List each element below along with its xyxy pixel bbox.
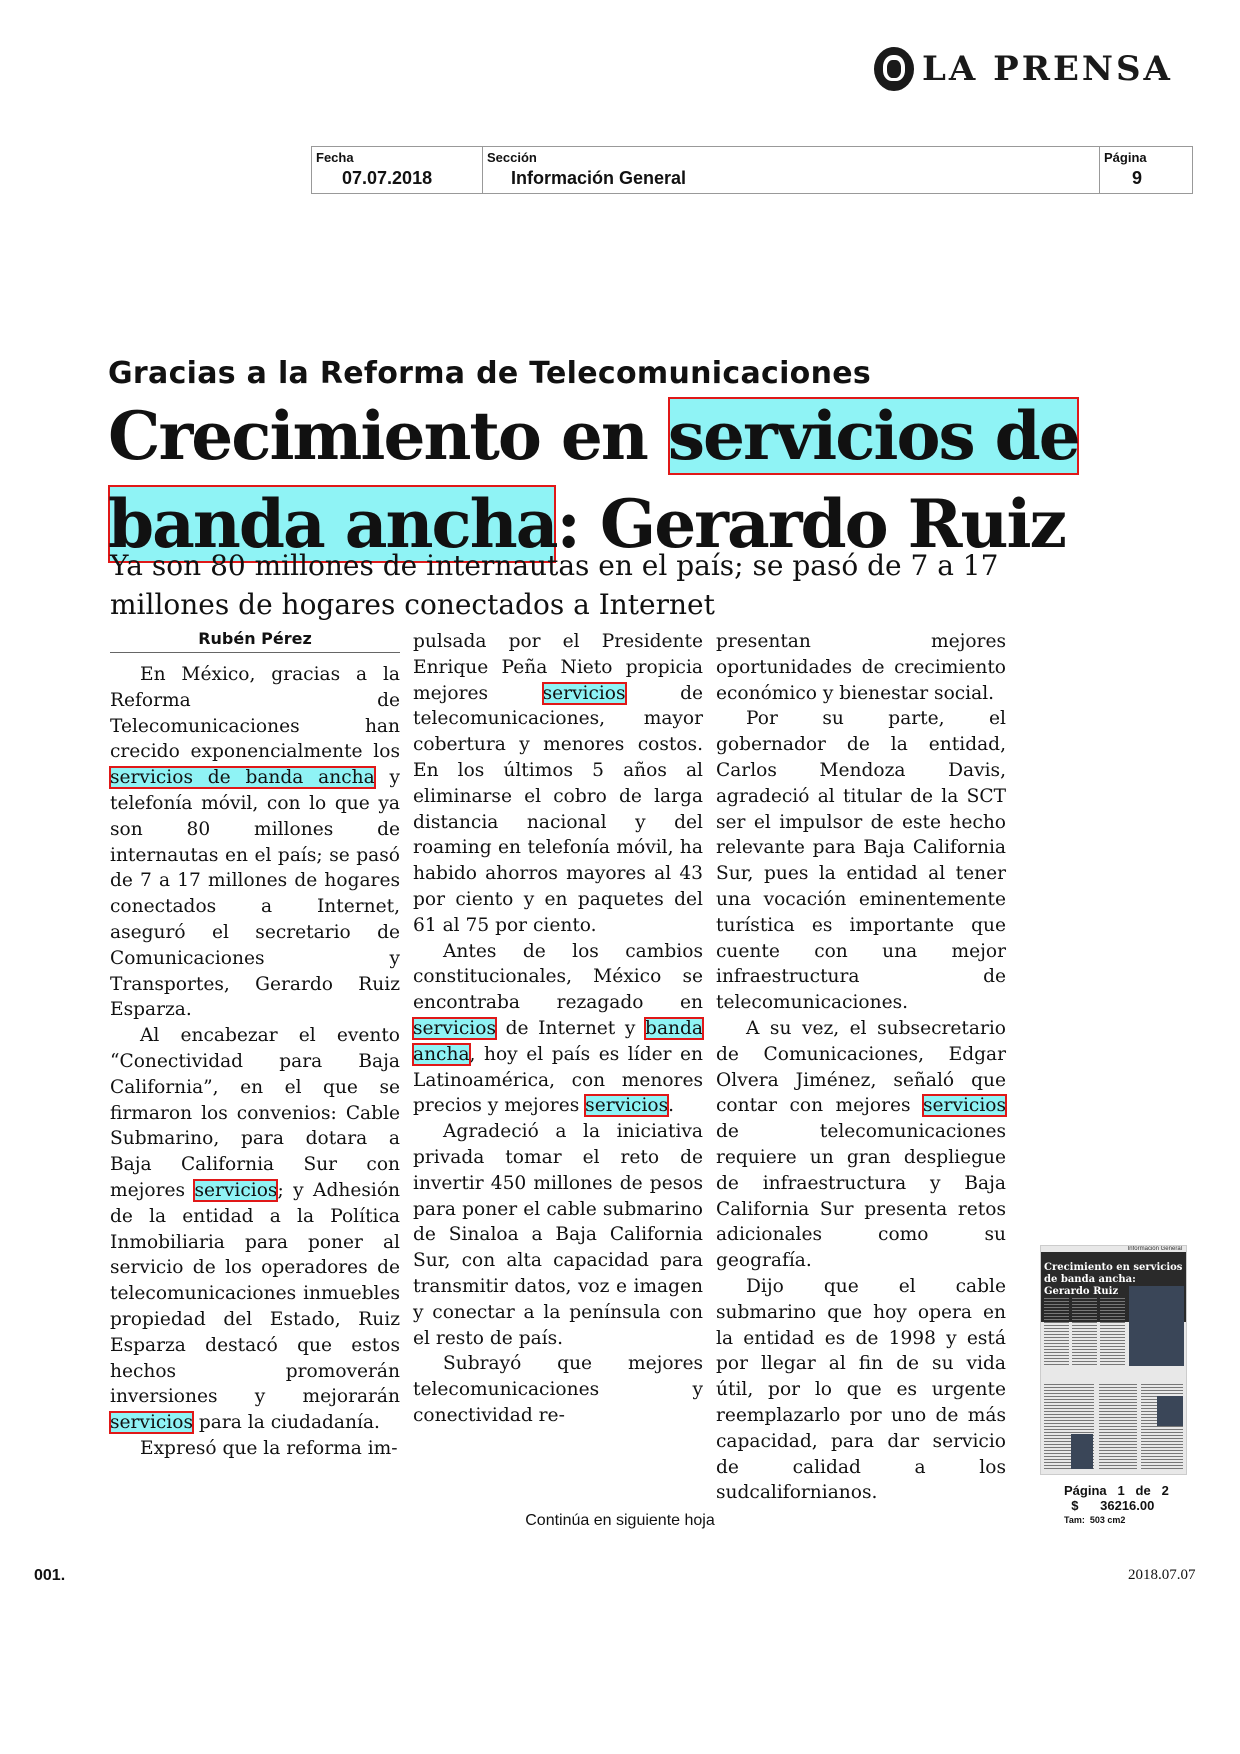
text: Antes de los cambios constitucionales, México se encontraba rezagado en bbox=[413, 940, 703, 1014]
newspaper-logo bbox=[874, 44, 1219, 94]
fecha-label: Fecha bbox=[316, 150, 354, 165]
text: y telefonía móvil, con lo que ya son 80 millones de internautas en el país; se pasó de 7 a 17 millones de hogares conectados a Internet, aseguró el secretario de Comunicaciones y Transportes, Gerardo Ruiz Esparza. bbox=[110, 767, 401, 1021]
thumbnail-photo bbox=[1157, 1396, 1183, 1426]
amount: 36216.00 bbox=[1100, 1498, 1155, 1513]
highlighted-term: banda ancha bbox=[413, 1017, 703, 1065]
continues-note: Continúa en siguiente hoja bbox=[525, 1512, 715, 1529]
pagina-label: Página bbox=[1104, 150, 1147, 165]
thumbnail-photo bbox=[1129, 1286, 1184, 1366]
thumbnail-section: Información General bbox=[1127, 1246, 1182, 1252]
headline-part1: Crecimiento en bbox=[108, 397, 668, 475]
text: de telecomunicaciones requiere un gran despliegue de infraestructura y Baja California Sur presenta retos adicionales como su geografía. bbox=[716, 1121, 1006, 1272]
text: , hoy el país es líder en Latinoamérica, con menores precios y mejores bbox=[413, 1043, 703, 1117]
pagina-total: 2 bbox=[1161, 1483, 1169, 1498]
highlighted-term: servicios bbox=[110, 1412, 193, 1434]
fecha-cell bbox=[312, 147, 483, 193]
pagina-value: 9 bbox=[1132, 168, 1143, 188]
headline-part2: : Gerardo Ruiz bbox=[556, 485, 1066, 563]
article-deck: Ya son 80 millones de internautas en el país; se pasó de 7 a 17 millones de hogares conectados a Internet bbox=[110, 549, 999, 621]
highlighted-term: servicios de banda ancha bbox=[110, 767, 375, 789]
de-label: de bbox=[1135, 1483, 1151, 1498]
seccion-value: Información General bbox=[511, 168, 687, 188]
paragraph bbox=[110, 1023, 400, 1436]
text: de Internet y bbox=[495, 1017, 646, 1039]
thumbnail-text bbox=[1072, 1298, 1097, 1366]
paragraph: Dijo que el cable submarino que hoy opera en la entidad es de 1998 y está por llegar al fin de su vida útil, por lo que es urgente reemplazarlo por uno de más capacidad, para dar servicio de calidad a los sudcalifornianos. bbox=[716, 1275, 1006, 1504]
article-column-1 bbox=[110, 662, 400, 1462]
pagina-number: 1 bbox=[1117, 1483, 1125, 1498]
text: para la ciudadanía. bbox=[192, 1412, 380, 1434]
paragraph: Expresó que la reforma im- bbox=[140, 1437, 398, 1459]
clipping-code: 001. bbox=[34, 1567, 66, 1584]
highlighted-term: servicios bbox=[585, 1095, 669, 1117]
clipping-info-table bbox=[311, 146, 1193, 194]
text: A su vez, el subsecretario de Comunicaciones, Edgar Olvera Jiménez, señaló que contar con mejores bbox=[716, 1017, 1006, 1117]
paragraph: Subrayó que mejores telecomunicaciones y conectividad re- bbox=[413, 1353, 703, 1426]
fecha-value: 07.07.2018 bbox=[342, 168, 433, 188]
highlighted-term: servicios bbox=[542, 682, 626, 704]
text: pulsada por el Presidente Enrique Peña Nieto propicia mejores bbox=[413, 631, 703, 704]
text: de telecomunicaciones, mayor cobertura y menores costos. En los últimos 5 años al eliminarse el cobro de larga distancia nacional y del roaming en telefonía móvil, ha habido ahorros mayores al 43 por ciento y en paquetes del 61 al 75 por ciento. bbox=[413, 682, 703, 936]
thumbnail-text bbox=[1100, 1298, 1125, 1366]
text: ; y Adhesión de la entidad a la Política Inmobiliaria para poner al servicio de los operadores de telecomunicaciones inmuebles propiedad del Estado, Ruiz Esparza destacó que estos hechos promoverán inversiones y mejorarán bbox=[110, 1179, 400, 1408]
thumbnail-text bbox=[1044, 1298, 1069, 1366]
pagina-label: Página bbox=[1064, 1483, 1107, 1498]
tam-value: 503 cm2 bbox=[1089, 1515, 1126, 1525]
article-column-2 bbox=[413, 629, 703, 1429]
paragraph bbox=[413, 939, 703, 1120]
article-kicker: Gracias a la Reforma de Telecomunicaciones bbox=[108, 356, 872, 391]
thumbnail-text bbox=[1099, 1384, 1137, 1469]
paragraph bbox=[110, 662, 400, 1023]
pagina-cell bbox=[1100, 147, 1192, 193]
lion-head-icon bbox=[874, 47, 914, 91]
tam-label: Tam: bbox=[1064, 1515, 1085, 1525]
currency: $ bbox=[1071, 1498, 1079, 1513]
text: Al encabezar el evento “Conectividad para Baja California”, en el que se firmaron los convenios: Cable Submarino, para dotara a Baja California Sur con mejores bbox=[110, 1025, 400, 1201]
footer-date: 2018.07.07 bbox=[1128, 1567, 1196, 1583]
logo-text: LA PRENSA bbox=[922, 49, 1173, 89]
byline: Rubén Pérez bbox=[110, 629, 400, 653]
highlighted-term: servicios bbox=[923, 1095, 1006, 1117]
headline-highlight-1: servicios de bbox=[667, 397, 1079, 475]
headline-highlight-2: banda ancha bbox=[108, 485, 557, 563]
article-headline bbox=[108, 392, 1108, 568]
paragraph: Agradeció a la iniciativa privada tomar el reto de invertir 450 millones de pesos para poner el cable submarino de Sinaloa a Baja California Sur, con alta capacidad para transmitir datos, voz e imagen y conectar a la península con el resto de país. bbox=[413, 1121, 703, 1349]
seccion-cell bbox=[483, 147, 1100, 193]
seccion-label: Sección bbox=[487, 150, 537, 165]
thumbnail-photo bbox=[1071, 1434, 1093, 1469]
highlighted-term: servicios bbox=[194, 1179, 278, 1201]
article-column-3 bbox=[716, 629, 1006, 1506]
thumbnail-title: Crecimiento en servicios de banda ancha: Gerardo Ruiz bbox=[1044, 1262, 1183, 1297]
paragraph: Por su parte, el gobernador de la entidad, Carlos Mendoza Davis, agradeció al titular de la SCT ser el impulsor de este hecho relevante para Baja California Sur, pues la entidad al tener una vocación eminentemente turística es importante que cuente con una mejor infraestructura de telecomunicaciones. bbox=[716, 708, 1006, 1014]
paragraph bbox=[413, 629, 703, 939]
text: . bbox=[668, 1095, 675, 1117]
paragraph: presentan mejores oportunidades de crecimiento económico y bienestar social. bbox=[716, 631, 1006, 704]
text: En México, gracias a la Reforma de Telecomunicaciones han crecido exponencialmente los bbox=[110, 664, 400, 763]
paragraph bbox=[716, 1016, 1006, 1274]
highlighted-term: servicios bbox=[413, 1017, 496, 1039]
page-thumbnail bbox=[1040, 1245, 1187, 1475]
